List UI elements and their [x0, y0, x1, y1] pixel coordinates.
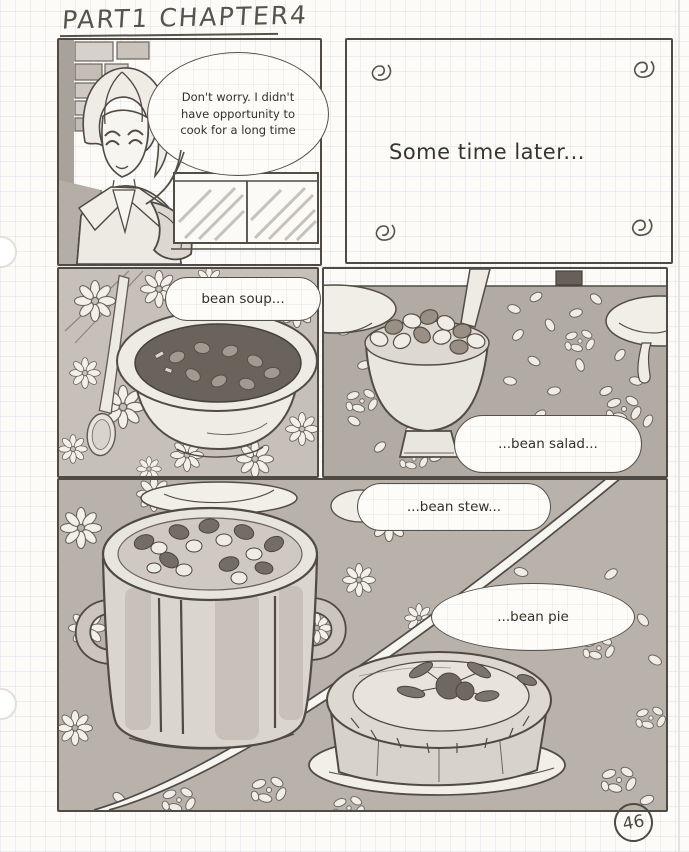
time-caption: Some time later...	[389, 140, 585, 164]
panel-2	[345, 38, 673, 264]
page-number-text: 46	[621, 810, 646, 835]
shelf-object	[556, 271, 582, 285]
hole-punch-icon	[0, 688, 17, 720]
hole-punch-icon	[0, 236, 17, 268]
window	[171, 173, 320, 249]
speech-bubble-p4	[454, 415, 642, 473]
scan-edge	[678, 0, 680, 852]
panel-1	[57, 38, 322, 266]
speech-bubble-p1	[147, 52, 329, 176]
speech-bubble-p3	[165, 277, 321, 321]
speech-text: bean soup...	[201, 291, 285, 307]
speech-text: ...bean stew...	[406, 499, 502, 515]
spiral-icon	[635, 61, 654, 77]
panel-3	[57, 267, 319, 478]
panel-5	[57, 478, 668, 812]
speech-bubble-stew	[357, 483, 551, 531]
spiral-icon	[372, 65, 390, 80]
page-title-text: PART1 CHAPTER4	[61, 0, 309, 35]
spiral-icon	[633, 219, 652, 235]
speech-text: Don't worry. I didn't have opportunity to cook for a long time	[180, 89, 296, 138]
page-title	[61, 0, 309, 34]
bean-pie	[309, 652, 565, 795]
panel-4	[322, 267, 668, 478]
speech-bubble-pie	[431, 583, 635, 651]
speech-text: ...bean pie	[497, 609, 569, 625]
spiral-icon	[376, 225, 394, 240]
stew-pot	[76, 508, 346, 749]
speech-text: ...bean salad...	[498, 436, 598, 452]
